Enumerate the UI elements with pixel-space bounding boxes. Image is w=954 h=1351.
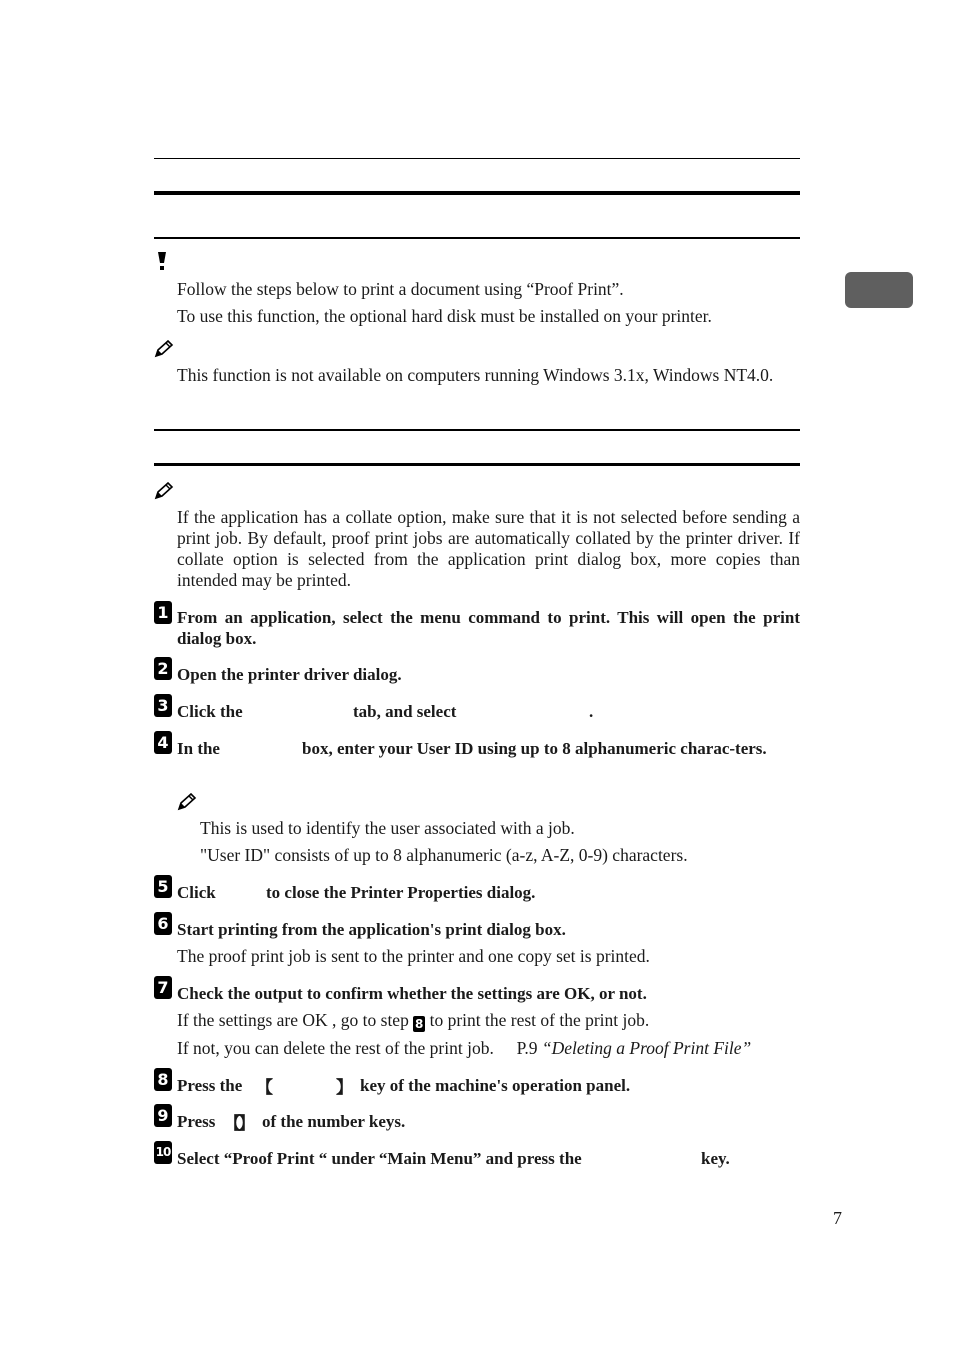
step-4-note-line-2: "User ID" consists of up to 8 alphanumeric (a-z, A-Z, 0-9) characters.	[200, 845, 688, 865]
note-pencil-icon	[154, 340, 174, 358]
step-7-line-2-a: If not, you can delete the rest of the print job.	[177, 1038, 494, 1058]
step-6-text: Start printing from the application's print dialog box.	[177, 920, 566, 939]
note-1-text: This function is not available on computers running Windows 3.1x, Windows NT4.0.	[177, 365, 774, 385]
note-pencil-icon	[154, 482, 174, 500]
important-line-2: To use this function, the optional hard disk must be installed on your printer.	[177, 306, 712, 326]
step-number-2: 2	[154, 657, 172, 680]
step-number-8: 8	[154, 1068, 172, 1091]
step-7-line-1	[177, 1010, 649, 1032]
step-reference-badge: 8	[415, 1017, 424, 1031]
step-4-note-line-1: This is used to identify the user associated with a job.	[200, 818, 575, 838]
step-3-part-c: .	[589, 702, 594, 721]
chapter-tab	[845, 272, 913, 308]
step-number-6: 6	[154, 912, 172, 935]
section-rule-thin	[154, 429, 800, 431]
page-number: 7	[833, 1208, 842, 1228]
step-9-part-a: Press	[177, 1112, 216, 1131]
step-6-result: The proof print job is sent to the printer and one copy set is printed.	[177, 946, 650, 966]
page-reference[interactable]: P.9	[516, 1038, 538, 1058]
step-7-line-2	[177, 1038, 751, 1059]
step-number-1: 1	[154, 601, 172, 624]
step-9-part-b: of the number keys.	[262, 1112, 406, 1131]
step-10-part-b: key.	[701, 1149, 730, 1168]
section-heading-rule	[154, 191, 800, 195]
step-2-text: Open the printer driver dialog.	[177, 665, 402, 684]
step-number-10: 10	[154, 1141, 172, 1164]
open-bracket-icon: 【	[256, 1078, 273, 1098]
step-5-part-a: Click	[177, 883, 216, 902]
step-1-text: From an application, select the menu command to print. This will open the print dialog box.	[177, 608, 800, 648]
step-7-line-1-a: If the settings are OK , go to step	[177, 1010, 409, 1030]
step-8-part-b: key of the machine's operation panel.	[360, 1076, 631, 1095]
close-bracket-icon: 】	[238, 1114, 255, 1134]
note-pencil-icon	[177, 793, 197, 811]
step-5-part-b: to close the Printer Properties dialog.	[266, 883, 536, 902]
step-8-part-a: Press the	[177, 1076, 243, 1095]
step-number-9: 9	[154, 1104, 172, 1127]
step-3-part-a: Click the	[177, 702, 243, 721]
step-3-part-b: tab, and select	[353, 702, 457, 721]
step-number-4: 4	[154, 731, 172, 754]
step-number-3: 3	[154, 694, 172, 717]
header-thin-rule	[154, 158, 800, 159]
close-bracket-icon: 】	[336, 1078, 353, 1098]
step-number-5: 5	[154, 875, 172, 898]
step-10-part-a: Select “Proof Print “ under “Main Menu” and press the	[177, 1149, 582, 1168]
important-icon	[155, 251, 169, 272]
open-bracket-icon: 【	[224, 1114, 241, 1134]
reference-title[interactable]: “Deleting a Proof Print File”	[541, 1038, 752, 1058]
step-4-part-a: In the	[177, 739, 220, 758]
step-7-line-1-b: to print the rest of the print job.	[429, 1010, 650, 1030]
note-2-text: If the application has a collate option, make sure that it is not selected before sending a print job. By default, proof print jobs are automatically collated by the printer driver. If collate option is selected from the application print dialog box, more copies than intended may be printed.	[177, 507, 800, 590]
subsection-heading-rule	[154, 237, 800, 239]
important-line-1: Follow the steps below to print a document using “Proof Print”.	[177, 279, 624, 299]
step-4-part-b: box, enter your User ID using up to 8 alphanumeric charac-ters.	[302, 739, 767, 758]
section-rule-thick	[154, 463, 800, 466]
step-7-text: Check the output to confirm whether the settings are OK, or not.	[177, 984, 647, 1003]
step-number-7: 7	[154, 976, 172, 999]
